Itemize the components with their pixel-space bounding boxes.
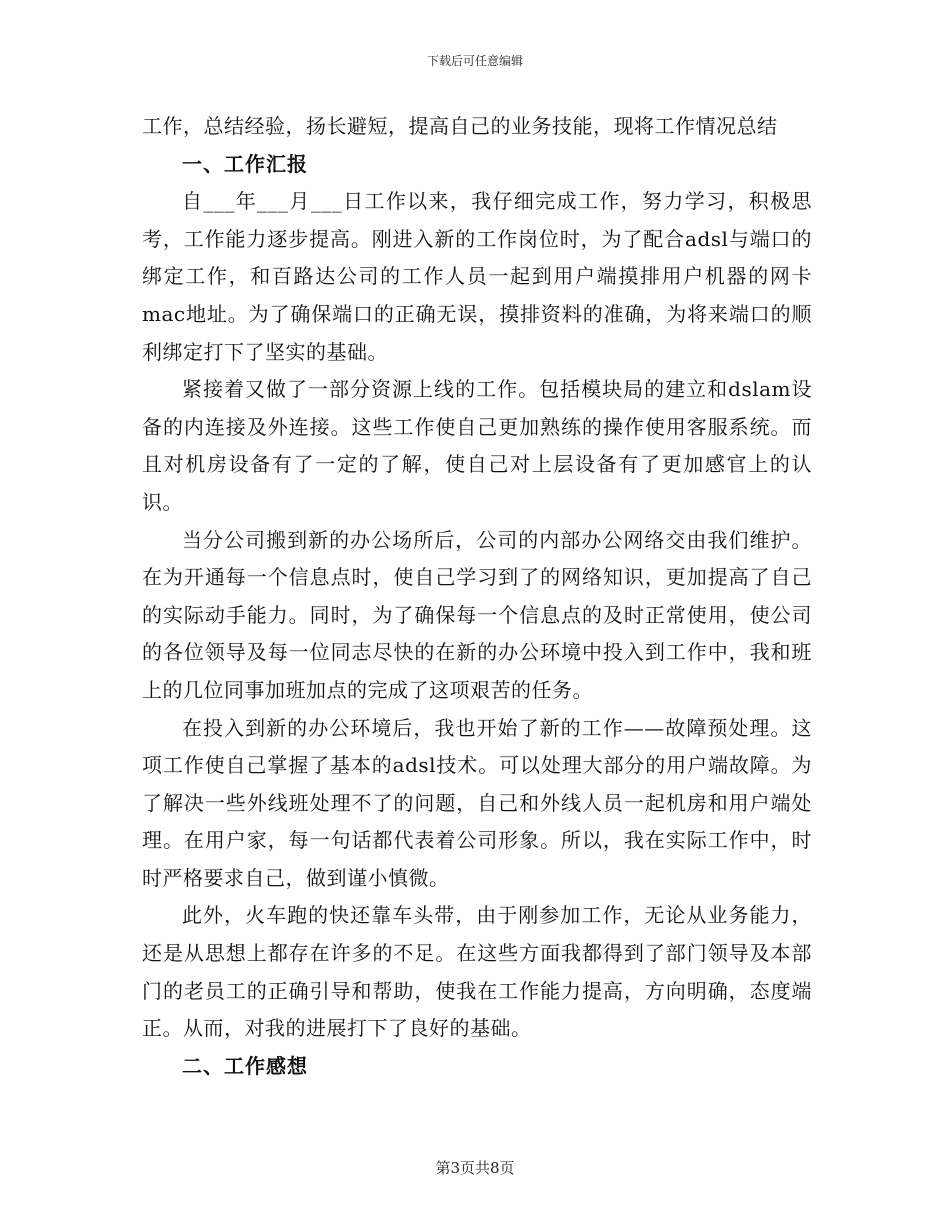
page-footer: 第3页共8页	[435, 1159, 515, 1177]
paragraph-5: 此外，火车跑的快还靠车头带，由于刚参加工作，无论从业务能力，还是从思想上都存在许多的不足。在这些方面我都得到了部门领导及本部门的老员工的正确引导和帮助，使我在工作能力提高，方向明确，态度端正。从而，对我的进展打下了良好的基础。	[142, 903, 812, 1041]
paragraph-4: 在投入到新的办公环境后，我也开始了新的工作——故障预处理。这项工作使自己掌握了基本的adsl技术。可以处理大部分的用户端故障。为了解决一些外线班处理不了的问题，自己和外线人员一起机房和用户端处理。在用户家，每一句话都代表着公司形象。所以，我在实际工作中，时时严格要求自己，做到谨小慎微。	[142, 715, 812, 890]
paragraph-2: 紧接着又做了一部分资源上线的工作。包括模块局的建立和dslam设备的内连接及外连接。这些工作使自己更加熟练的操作使用客服系统。而且对机房设备有了一定的了解，使自己对上层设备有了更加感官上的认识。	[142, 377, 812, 514]
document-body	[142, 108, 812, 1085]
page-header: 下载后可任意编辑	[426, 54, 523, 68]
paragraph-1: 自___年___月___日工作以来，我仔细完成工作，努力学习，积极思考，工作能力逐步提高。刚进入新的工作岗位时，为了配合adsl与端口的绑定工作，和百路达公司的工作人员一起到用户端摸排用户机器的网卡mac地址。为了确保端口的正确无误，摸排资料的准确，为将来端口的顺利绑定打下了坚实的基础。	[142, 189, 812, 364]
intro-paragraph: 工作，总结经验，扬长避短，提高自己的业务技能，现将工作情况总结	[142, 114, 778, 138]
section-heading-work-report: 一、工作汇报	[182, 151, 308, 176]
paragraph-3: 当分公司搬到新的办公场所后，公司的内部办公网络交由我们维护。在为开通每一个信息点时，使自己学习到了的网络知识，更加提高了自己的实际动手能力。同时，为了确保每一个信息点的及时正常使用，使公司的各位领导及每一位同志尽快的在新的办公环境中投入到工作中，我和班上的几位同事加班加点的完成了这项艰苦的任务。	[142, 527, 812, 702]
section-heading-work-thoughts: 二、工作感想	[182, 1053, 308, 1078]
